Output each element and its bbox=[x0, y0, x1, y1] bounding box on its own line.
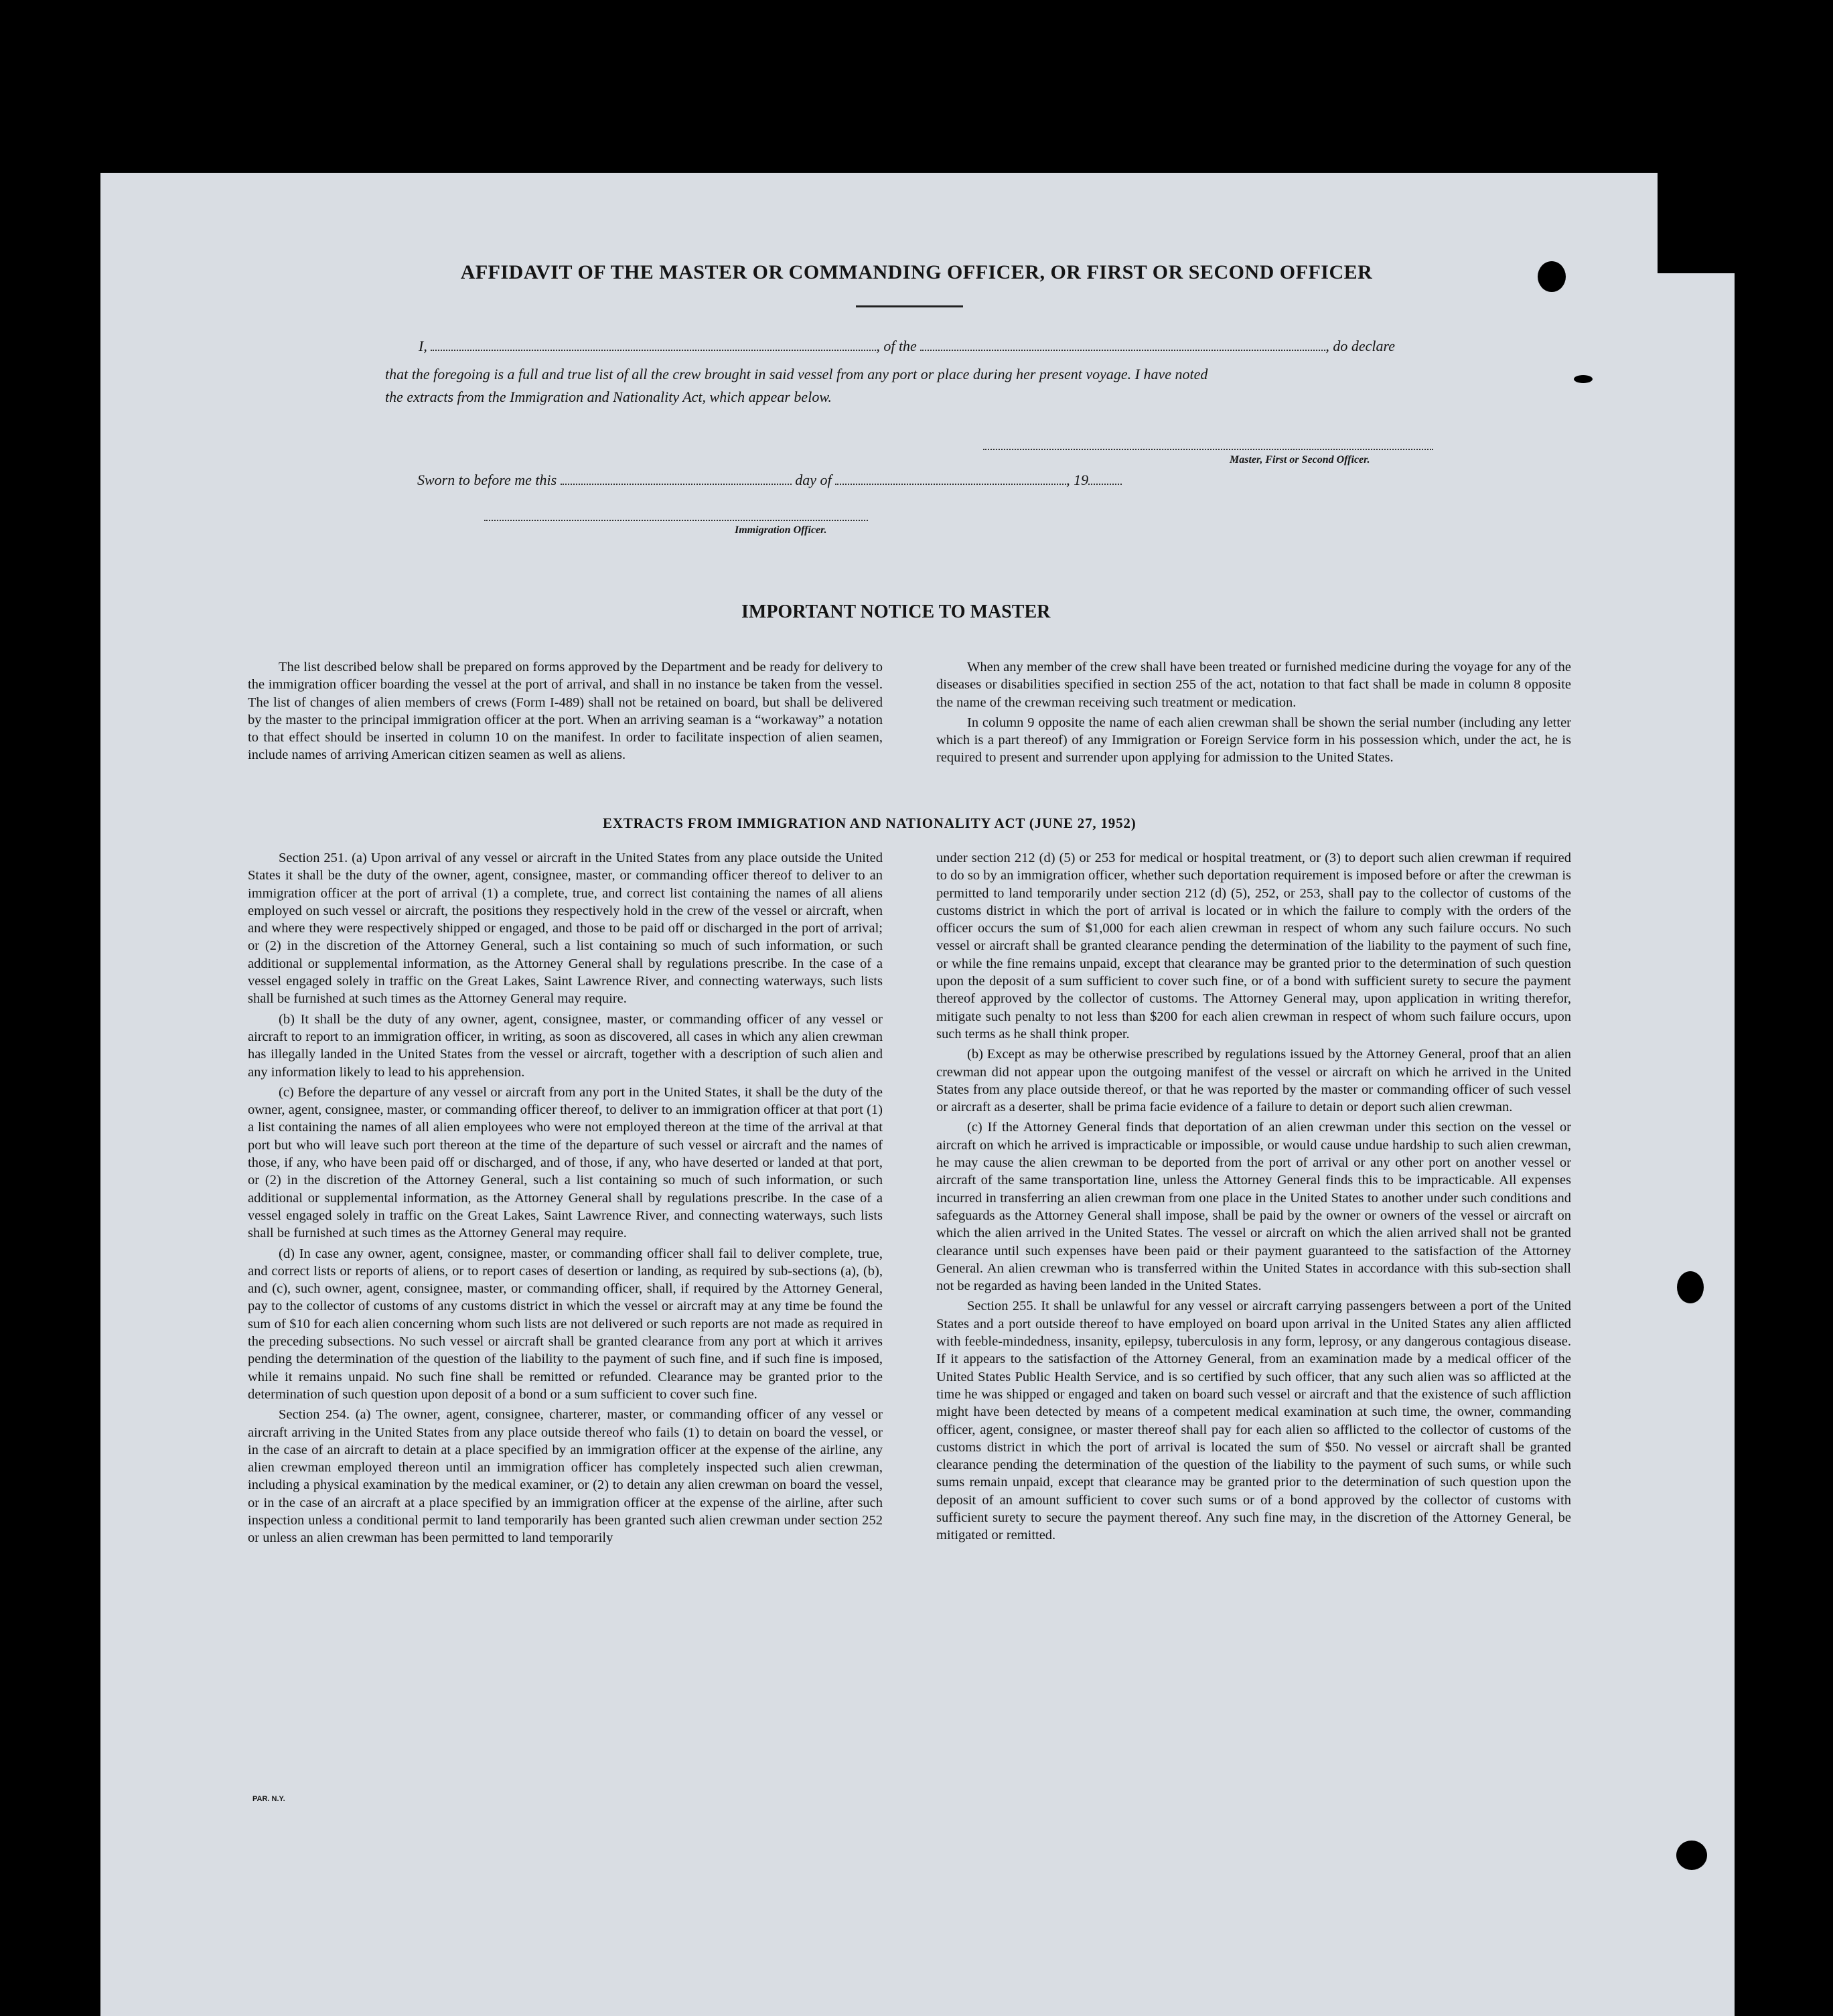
master-signature-line[interactable] bbox=[983, 449, 1433, 450]
declaration-line bbox=[419, 338, 1395, 355]
statute-paragraph: Section 255. It shall be unlawful for any vessel or aircraft carrying passengers between a port of the United States and a port outside thereof to have employed on board upon arrival in the United States any alien afflicted with feeble-mindedness, insanity, epilepsy, tuberculosis in any form, leprosy, or any dangerous contagious disease. If it appears to the satisfaction of the Attorney General, from an examination made by a medical officer of the United States Public Health Service, and is so certified by such officer, that any such alien was so afflicted at the time he was shipped or engaged and taken on board such vessel or aircraft and that the existence of such affliction might have been detected by means of a competent medical examination at such time, the owner, commanding officer, agent, consignee, or master thereof shall pay for each alien so afflicted to the collector of customs of the customs district in which the port of arrival is located the sum of $50. No vessel or aircraft shall be granted clearance pending the determination of the question of the liability to the payment of such sums, or while such sums remain unpaid, except that clearance may be granted prior to the determination of such question upon the deposit of an amount sufficient to cover such sums or of a bond approved by the collector of customs with sufficient surety to secure the payment thereof. Any such fine may, in the discretion of the Attorney General, be mitigated or remitted. bbox=[936, 1299, 1571, 1543]
notice-paragraph: In column 9 opposite the name of each alien crewman shall be shown the serial number (including any letter which is a part thereof) of any Immigration or Foreign Service form in his possession which, under the act, he is required to present and surrender upon applying for admission to the United States. bbox=[936, 715, 1571, 766]
statute-paragraph: (c) Before the departure of any vessel or aircraft from any port in the United States, it shall be the duty of the owner, agent, consignee, master, or commanding officer thereof, to deliver to an immigration officer at that port (1) a list containing the names of all alien employees who were not employed thereon at the time of the arrival at that port but who will leave such port thereon at the time of the departure of such vessel or aircraft and the names of those, if any, who have been paid off or discharged, and of those, if any, who have deserted or landed at that port, or (2) in the discretion of the Attorney General, such a list containing so much of such information, or such additional or supplemental information, as the Attorney General shall by regulations prescribe. In the case of a vessel engaged solely in traffic on the Great Lakes, Saint Lawrence River, and connecting waterways, such lists shall be furnished at such times as the Attorney General may require. bbox=[248, 1084, 883, 1241]
sworn-label: Sworn to before me this bbox=[417, 472, 557, 488]
officer-signature-line[interactable] bbox=[484, 520, 868, 521]
declare-i-label: I, bbox=[419, 338, 427, 354]
ink-mark bbox=[1574, 375, 1593, 383]
statute-paragraph: Section 254. (a) The owner, agent, consignee, charterer, master, or commanding officer of any vessel or aircraft arriving in the United States from any place outside thereof who fails (1) to detain on board the vessel, or in the case of an aircraft to detain at a place specified by an immigration officer at the expense of the airline, any alien crewman employed thereon until an immigration officer has completely inspected such alien crewman, including a physical examination by the medical examiner, or (2) to detain any alien crewman on board the vessel, or in the case of an aircraft at a place specified by an immigration officer at the expense of the airline, after such inspection unless a conditional permit to land temporarily has been granted such alien crewman under section 252 or unless an alien crewman has been permitted to land temporarily bbox=[248, 1407, 883, 1546]
name-field[interactable] bbox=[431, 340, 876, 351]
sworn-day-field[interactable] bbox=[561, 474, 792, 485]
officer-signature-label: Immigration Officer. bbox=[735, 524, 827, 536]
notice-left-column bbox=[248, 658, 883, 767]
master-signature-label: Master, First or Second Officer. bbox=[1230, 454, 1370, 465]
declare-end-label: , do declare bbox=[1325, 338, 1395, 354]
statute-paragraph: (d) In case any owner, agent, consignee, master, or commanding officer shall fail to deliver complete, true, and correct lists or reports of aliens, or to report cases of desertion or landing, as required by sub-sections (a), (b), and (c), such owner, agent, consignee, master, or commanding officer, shall, if required by the Attorney General, pay to the collector of customs of any customs district in which the vessel or aircraft may at any time be found the sum of $10 for each alien concerning whom such lists are not delivered or such reports are not made as required in the preceding subsections. No such vessel or aircraft shall be granted clearance from any port at which it arrives pending the determination of the question of the liability to the payment of such fine, and if such fine is imposed, while it remains unpaid. No such fine shall be remitted or refunded. Clearance may be granted prior to the determination of such question upon deposit of a bond or a sum sufficient to cover such fine. bbox=[248, 1246, 883, 1402]
extracts-heading: EXTRACTS FROM IMMIGRATION AND NATIONALITY ACT (JUNE 27, 1952) bbox=[603, 815, 1137, 831]
statute-paragraph: (b) Except as may be otherwise prescribed by regulations issued by the Attorney General, proof that an alien crewman did not appear upon the outgoing manifest of the vessel or aircraft on which he arrived in the United States from any place outside thereof, or that he was reported by the master or commanding officer of such vessel or aircraft as a deserter, shall be prima facie evidence of a failure to detain or deport such alien crewman. bbox=[936, 1047, 1571, 1115]
page-corner-damage bbox=[1658, 173, 1735, 273]
printer-code: PAR. N.Y. bbox=[252, 1795, 285, 1803]
punch-hole-bottom bbox=[1676, 1841, 1707, 1870]
notice-heading: IMPORTANT NOTICE TO MASTER bbox=[741, 601, 1051, 622]
statute-paragraph: under section 212 (d) (5) or 253 for medical or hospital treatment, or (3) to deport such alien crewman if required to do so by an immigration officer, whether such deportation requirement is imposed before or after the crewman is permitted to land temporarily under section 212 (d) (5), 252, or 253, shall pay to the collector of customs of the customs district in which the port of arrival is located or in which the failure to comply with the orders of the officer occurs the sum of $1,000 for each alien crewman in respect of whom any such failure occurs. No such vessel or aircraft shall be granted clearance pending the determination of the liability to the payment of such fine, or while the fine remains unpaid, except that clearance may be granted prior to the determination of such question upon the deposit of a sum sufficient to cover such fine, or of a bond with sufficient surety to secure the payment thereof approved by the collector of customs. The Attorney General may, upon application in writing therefor, mitigate such penalty to not less than $200 for each alien crewman in respect of whom such failure occurs, upon such terms as he shall think proper. bbox=[936, 851, 1571, 1041]
declaration-text-1: that the foregoing is a full and true list of all the crew brought in said vessel from any port or place during her present voyage. I have noted bbox=[385, 366, 1208, 382]
declare-of-label: , of the bbox=[876, 338, 917, 354]
extracts-left-column bbox=[248, 849, 883, 1550]
day-of-label: day of bbox=[795, 472, 832, 488]
punch-hole-middle bbox=[1677, 1271, 1704, 1303]
statute-paragraph: (b) It shall be the duty of any owner, agent, consignee, master, or commanding officer of any vessel or aircraft to report to an immigration officer, in writing, as soon as discovered, all cases in which any alien crewman has illegally landed in the United States from the vessel or aircraft, together with a description of such alien and any information likely to lead to his apprehension. bbox=[248, 1011, 883, 1080]
sworn-line bbox=[417, 472, 1122, 489]
year-label: , 19 bbox=[1066, 472, 1089, 488]
sworn-year-field[interactable] bbox=[1088, 474, 1122, 485]
statute-paragraph: Section 251. (a) Upon arrival of any vessel or aircraft in the United States from any place outside the United States it shall be the duty of the owner, agent, consignee, master, or commanding officer thereof to deliver to an immigration officer at the port of arrival (1) a complete, true, and correct list containing the names of all aliens employed on such vessel or aircraft, the positions they respectively hold in the crew of the vessel or aircraft, when and where they were respectively shipped or engaged, and those to be paid off or discharged in the port of arrival; or (2) in the discretion of the Attorney General, such a list containing so much of such information, or such additional or supplemental information, as the Attorney General shall by regulations prescribe. In the case of a vessel engaged solely in traffic on the Great Lakes, Saint Lawrence River, and connecting waterways, such lists shall be furnished at such times as the Attorney General may require. bbox=[248, 851, 883, 1007]
extracts-right-column bbox=[936, 849, 1571, 1547]
notice-paragraph: The list described below shall be prepared on forms approved by the Department and be ready for delivery to the immigration officer boarding the vessel at the port of arrival, and shall in no instance be taken from the vessel. The list of changes of alien members of crews (Form I-489) shall not be retained on board, but shall be delivered by the master to the principal immigration officer at the port. When an arriving seaman is a “workaway” a notation to that effect should be inserted in column 10 on the manifest. In order to facilitate inspection of alien seamen, include names of arriving American citizen seamen as well as aliens. bbox=[248, 660, 883, 763]
notice-right-column bbox=[936, 658, 1571, 770]
affidavit-title: AFFIDAVIT OF THE MASTER OR COMMANDING OFFICER, OR FIRST OR SECOND OFFICER bbox=[460, 261, 1373, 283]
title-divider bbox=[856, 305, 963, 307]
declaration-text-2: the extracts from the Immigration and Nationality Act, which appear below. bbox=[385, 388, 832, 405]
statute-paragraph: (c) If the Attorney General finds that deportation of an alien crewman under this section on the vessel or aircraft on which he arrived is impracticable or impossible, or would cause undue hardship to such alien crewman, he may cause the alien crewman to be deported from the port of arrival or any other port on another vessel or aircraft of the same transportation line, unless the Attorney General finds this to be impracticable. All expenses incurred in transferring an alien crewman from one place in the United States to another under such conditions and safeguards as the Attorney General shall impose, shall be paid by the owner or owners of the vessel or aircraft on which the alien arrived in the United States. The vessel or aircraft on which the alien arrived shall not be granted clearance until such expenses have been paid or their payment guaranteed to the satisfaction of the Attorney General. An alien crewman who is transferred within the United States in accordance with this sub-section shall not be regarded as having been landed in the United States. bbox=[936, 1120, 1571, 1294]
sworn-month-field[interactable] bbox=[835, 474, 1066, 485]
vessel-field[interactable] bbox=[920, 340, 1325, 351]
notice-paragraph: When any member of the crew shall have been treated or furnished medicine during the voyage for any of the diseases or disabilities specified in section 255 of the act, notation to that fact shall be made in column 8 opposite the name of the crewman receiving such treatment or medication. bbox=[936, 660, 1571, 710]
